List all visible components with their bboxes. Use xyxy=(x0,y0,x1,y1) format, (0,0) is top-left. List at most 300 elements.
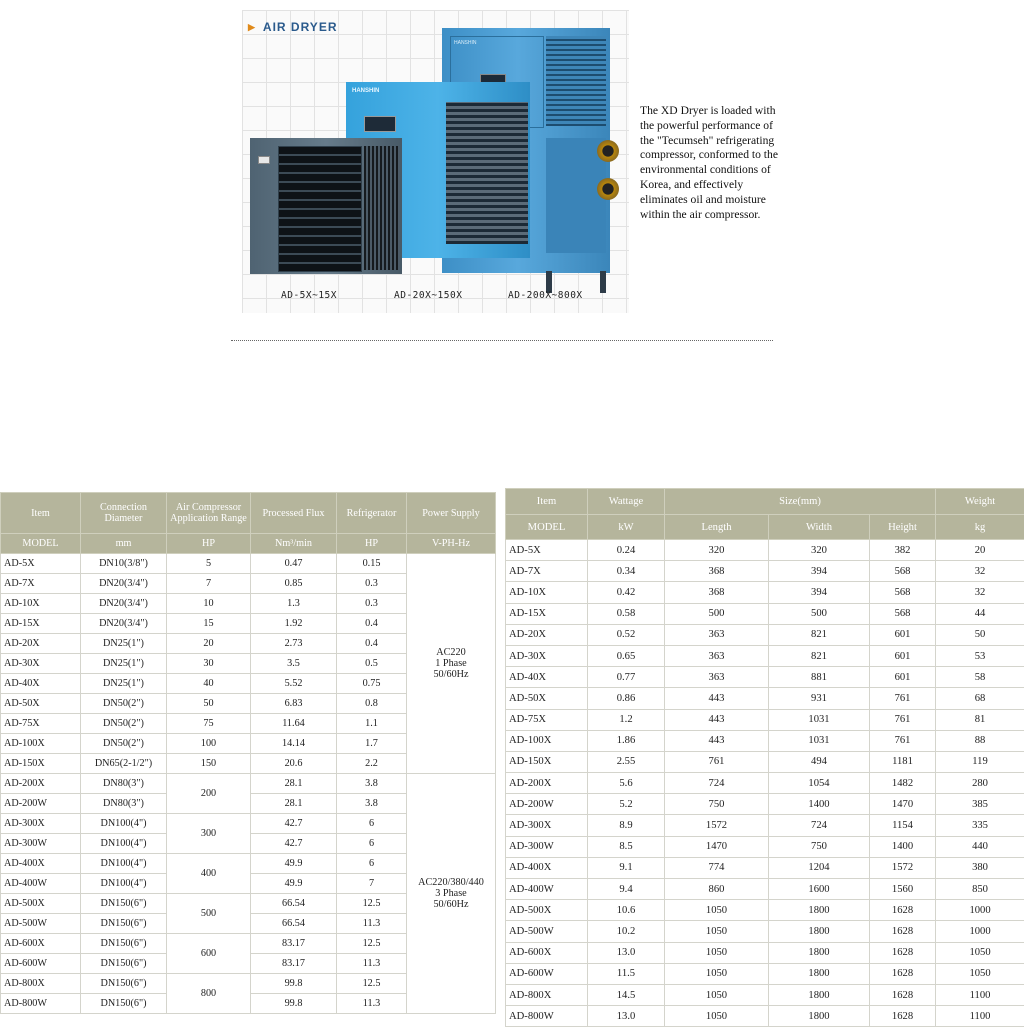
flux-cell: 28.1 xyxy=(251,794,337,814)
refrigerator-cell: 0.3 xyxy=(337,594,407,614)
application-cell: 100 xyxy=(167,734,251,754)
connection-cell: DN150(6") xyxy=(81,914,167,934)
height-cell: 1628 xyxy=(870,900,936,921)
length-cell: 363 xyxy=(665,667,769,688)
flux-cell: 66.54 xyxy=(251,894,337,914)
height-cell: 761 xyxy=(870,688,936,709)
connection-cell: DN20(3/4") xyxy=(81,594,167,614)
width-cell: 1204 xyxy=(769,857,870,878)
wattage-cell: 9.1 xyxy=(588,857,665,878)
description-line: the "Tecumseh" refrigerating xyxy=(640,134,816,149)
weight-cell: 32 xyxy=(936,582,1024,603)
width-cell: 1800 xyxy=(769,942,870,963)
product-title-text: AIR DRYER xyxy=(263,20,338,34)
flux-cell: 14.14 xyxy=(251,734,337,754)
control-display-icon xyxy=(364,116,396,132)
length-cell: 443 xyxy=(665,688,769,709)
flux-cell: 3.5 xyxy=(251,654,337,674)
application-cell: 7 xyxy=(167,574,251,594)
size-unit-kw: kW xyxy=(588,515,665,540)
wattage-cell: 0.58 xyxy=(588,603,665,624)
model-cell: AD-400W xyxy=(1,874,81,894)
spec-header-refrigerator: Refrigerator xyxy=(337,493,407,534)
length-cell: 774 xyxy=(665,857,769,878)
wattage-cell: 0.34 xyxy=(588,561,665,582)
table-row xyxy=(506,540,1024,561)
model-cell: AD-300W xyxy=(506,836,588,857)
application-cell: 30 xyxy=(167,654,251,674)
refrigerator-cell: 0.5 xyxy=(337,654,407,674)
table-row xyxy=(506,984,1024,1005)
refrigerator-cell: 0.4 xyxy=(337,614,407,634)
dotted-divider xyxy=(231,340,773,341)
connection-cell: DN10(3/8") xyxy=(81,554,167,574)
width-cell: 1054 xyxy=(769,773,870,794)
product-photo xyxy=(242,10,629,313)
connection-cell: DN25(1") xyxy=(81,674,167,694)
product-description xyxy=(640,104,816,222)
application-cell: 300 xyxy=(167,814,251,854)
width-cell: 320 xyxy=(769,540,870,561)
connection-cell: DN50(2") xyxy=(81,714,167,734)
refrigerator-cell: 3.8 xyxy=(337,794,407,814)
wattage-cell: 9.4 xyxy=(588,879,665,900)
wattage-cell: 1.2 xyxy=(588,709,665,730)
model-cell: AD-200W xyxy=(506,794,588,815)
height-cell: 601 xyxy=(870,624,936,645)
flux-cell: 5.52 xyxy=(251,674,337,694)
weight-cell: 335 xyxy=(936,815,1024,836)
model-cell: AD-800W xyxy=(506,1006,588,1027)
refrigerator-cell: 0.4 xyxy=(337,634,407,654)
model-cell: AD-600W xyxy=(1,954,81,974)
spec-header-connection: Connection Diameter xyxy=(81,493,167,534)
flux-cell: 2.73 xyxy=(251,634,337,654)
model-cell: AD-400W xyxy=(506,879,588,900)
weight-cell: 1100 xyxy=(936,1006,1024,1027)
flux-cell: 0.47 xyxy=(251,554,337,574)
pipe-port-icon xyxy=(597,140,619,162)
table-row xyxy=(506,815,1024,836)
flux-cell: 28.1 xyxy=(251,774,337,794)
model-cell: AD-200W xyxy=(1,794,81,814)
size-unit-height: Height xyxy=(870,515,936,540)
wattage-cell: 10.2 xyxy=(588,921,665,942)
connection-cell: DN25(1") xyxy=(81,634,167,654)
model-cell: AD-50X xyxy=(1,694,81,714)
height-cell: 1628 xyxy=(870,942,936,963)
weight-cell: 50 xyxy=(936,624,1024,645)
model-cell: AD-20X xyxy=(506,624,588,645)
power-supply-line: AC220 xyxy=(407,647,495,658)
description-line: the powerful performance of xyxy=(640,119,816,134)
connection-cell: DN150(6") xyxy=(81,894,167,914)
refrigerator-cell: 6 xyxy=(337,834,407,854)
height-cell: 1628 xyxy=(870,963,936,984)
model-cell: AD-5X xyxy=(506,540,588,561)
height-cell: 568 xyxy=(870,582,936,603)
model-cell: AD-400X xyxy=(506,857,588,878)
width-cell: 1800 xyxy=(769,1006,870,1027)
model-cell: AD-500W xyxy=(1,914,81,934)
model-cell: AD-600X xyxy=(1,934,81,954)
model-cell: AD-800W xyxy=(1,994,81,1014)
model-cell: AD-100X xyxy=(1,734,81,754)
weight-cell: 1050 xyxy=(936,963,1024,984)
width-cell: 394 xyxy=(769,561,870,582)
length-cell: 443 xyxy=(665,709,769,730)
application-cell: 500 xyxy=(167,894,251,934)
refrigerator-cell: 7 xyxy=(337,874,407,894)
width-cell: 1031 xyxy=(769,709,870,730)
table-row xyxy=(506,688,1024,709)
connection-cell: DN80(3") xyxy=(81,794,167,814)
width-cell: 821 xyxy=(769,624,870,645)
width-cell: 1600 xyxy=(769,879,870,900)
length-cell: 363 xyxy=(665,624,769,645)
connection-cell: DN100(4") xyxy=(81,834,167,854)
table-row xyxy=(506,603,1024,624)
connection-cell: DN150(6") xyxy=(81,934,167,954)
length-cell: 1050 xyxy=(665,942,769,963)
unit-brand-medium: HANSHIN xyxy=(352,88,379,94)
flux-cell: 49.9 xyxy=(251,874,337,894)
spec-header-flux: Processed Flux xyxy=(251,493,337,534)
application-cell: 600 xyxy=(167,934,251,974)
spec-header-power: Power Supply xyxy=(407,493,496,534)
model-cell: AD-200X xyxy=(506,773,588,794)
height-cell: 1560 xyxy=(870,879,936,900)
wattage-cell: 0.52 xyxy=(588,624,665,645)
power-supply-line: 50/60Hz xyxy=(407,669,495,680)
model-cell: AD-600W xyxy=(506,963,588,984)
weight-cell: 280 xyxy=(936,773,1024,794)
length-cell: 363 xyxy=(665,645,769,666)
width-cell: 881 xyxy=(769,667,870,688)
length-cell: 1050 xyxy=(665,963,769,984)
width-cell: 1800 xyxy=(769,984,870,1005)
model-cell: AD-40X xyxy=(506,667,588,688)
power-supply-line: 1 Phase xyxy=(407,658,495,669)
weight-cell: 1000 xyxy=(936,921,1024,942)
power-supply-cell xyxy=(407,774,496,1014)
connection-cell: DN25(1") xyxy=(81,654,167,674)
product-title xyxy=(248,20,337,34)
description-line: compressor, conformed to the xyxy=(640,148,816,163)
width-cell: 1800 xyxy=(769,963,870,984)
connection-cell: DN150(6") xyxy=(81,994,167,1014)
height-cell: 1181 xyxy=(870,751,936,772)
weight-cell: 119 xyxy=(936,751,1024,772)
application-cell: 20 xyxy=(167,634,251,654)
unit-brand-large: HANSHIN xyxy=(454,40,477,46)
table-row xyxy=(506,730,1024,751)
power-supply-cell xyxy=(407,554,496,774)
table-row xyxy=(506,773,1024,794)
length-cell: 1470 xyxy=(665,836,769,857)
application-cell: 5 xyxy=(167,554,251,574)
model-cell: AD-15X xyxy=(1,614,81,634)
small-dryer-unit xyxy=(250,138,402,274)
description-line: Korea, and effectively xyxy=(640,178,816,193)
size-header-size: Size(mm) xyxy=(665,489,936,515)
refrigerator-cell: 6 xyxy=(337,814,407,834)
table-row xyxy=(506,857,1024,878)
refrigerator-cell: 1.1 xyxy=(337,714,407,734)
flux-cell: 11.64 xyxy=(251,714,337,734)
weight-cell: 68 xyxy=(936,688,1024,709)
table-row xyxy=(506,963,1024,984)
connection-cell: DN150(6") xyxy=(81,954,167,974)
application-cell: 10 xyxy=(167,594,251,614)
length-cell: 724 xyxy=(665,773,769,794)
wattage-cell: 11.5 xyxy=(588,963,665,984)
model-cell: AD-15X xyxy=(506,603,588,624)
flux-cell: 49.9 xyxy=(251,854,337,874)
description-line: The XD Dryer is loaded with xyxy=(640,104,816,119)
table-row xyxy=(506,921,1024,942)
power-supply-line: 3 Phase xyxy=(407,888,495,899)
table-row xyxy=(506,582,1024,603)
flux-cell: 66.54 xyxy=(251,914,337,934)
weight-cell: 1000 xyxy=(936,900,1024,921)
flux-cell: 6.83 xyxy=(251,694,337,714)
flux-cell: 1.92 xyxy=(251,614,337,634)
model-cell: AD-800X xyxy=(1,974,81,994)
model-cell: AD-7X xyxy=(506,561,588,582)
spec-unit-mm: mm xyxy=(81,534,167,554)
length-cell: 368 xyxy=(665,582,769,603)
wattage-cell: 0.24 xyxy=(588,540,665,561)
width-cell: 750 xyxy=(769,836,870,857)
connection-cell: DN150(6") xyxy=(81,974,167,994)
weight-cell: 58 xyxy=(936,667,1024,688)
length-cell: 1050 xyxy=(665,1006,769,1027)
model-cell: AD-200X xyxy=(1,774,81,794)
wattage-cell: 5.6 xyxy=(588,773,665,794)
wattage-cell: 1.86 xyxy=(588,730,665,751)
height-cell: 1628 xyxy=(870,921,936,942)
height-cell: 1628 xyxy=(870,1006,936,1027)
table-row xyxy=(506,836,1024,857)
wattage-cell: 14.5 xyxy=(588,984,665,1005)
flux-cell: 83.17 xyxy=(251,934,337,954)
wattage-cell: 2.55 xyxy=(588,751,665,772)
connection-cell: DN65(2-1/2") xyxy=(81,754,167,774)
size-header-item: Item xyxy=(506,489,588,515)
weight-cell: 1100 xyxy=(936,984,1024,1005)
weight-cell: 81 xyxy=(936,709,1024,730)
model-cell: AD-300X xyxy=(1,814,81,834)
model-cell: AD-10X xyxy=(506,582,588,603)
application-cell: 150 xyxy=(167,754,251,774)
switch-icon xyxy=(258,156,270,164)
weight-cell: 440 xyxy=(936,836,1024,857)
model-cell: AD-75X xyxy=(1,714,81,734)
size-unit-length: Length xyxy=(665,515,769,540)
spec-unit-model: MODEL xyxy=(1,534,81,554)
table-row xyxy=(1,554,496,574)
wattage-cell: 0.86 xyxy=(588,688,665,709)
refrigerator-cell: 0.75 xyxy=(337,674,407,694)
refrigerator-cell: 12.5 xyxy=(337,894,407,914)
length-cell: 443 xyxy=(665,730,769,751)
spec-unit-ref-hp: HP xyxy=(337,534,407,554)
refrigerator-cell: 12.5 xyxy=(337,934,407,954)
connection-cell: DN20(3/4") xyxy=(81,614,167,634)
spec-table xyxy=(0,492,496,1014)
spec-unit-hp: HP xyxy=(167,534,251,554)
table-row xyxy=(506,667,1024,688)
wattage-cell: 10.6 xyxy=(588,900,665,921)
table-row xyxy=(506,794,1024,815)
model-cell: AD-50X xyxy=(506,688,588,709)
application-cell: 400 xyxy=(167,854,251,894)
width-cell: 724 xyxy=(769,815,870,836)
model-cell: AD-7X xyxy=(1,574,81,594)
wattage-cell: 0.42 xyxy=(588,582,665,603)
size-unit-model: MODEL xyxy=(506,515,588,540)
connection-cell: DN100(4") xyxy=(81,854,167,874)
weight-cell: 88 xyxy=(936,730,1024,751)
flux-cell: 42.7 xyxy=(251,814,337,834)
size-header-wattage: Wattage xyxy=(588,489,665,515)
size-table xyxy=(505,488,1024,1027)
length-cell: 761 xyxy=(665,751,769,772)
refrigerator-cell: 0.3 xyxy=(337,574,407,594)
spec-unit-flux: Nm³/min xyxy=(251,534,337,554)
width-cell: 931 xyxy=(769,688,870,709)
height-cell: 1470 xyxy=(870,794,936,815)
refrigerator-cell: 11.3 xyxy=(337,954,407,974)
application-cell: 50 xyxy=(167,694,251,714)
refrigerator-cell: 11.3 xyxy=(337,994,407,1014)
height-cell: 761 xyxy=(870,709,936,730)
width-cell: 494 xyxy=(769,751,870,772)
spec-header-item: Item xyxy=(1,493,81,534)
weight-cell: 380 xyxy=(936,857,1024,878)
spec-header-application: Air Compressor Application Range xyxy=(167,493,251,534)
size-unit-width: Width xyxy=(769,515,870,540)
height-cell: 761 xyxy=(870,730,936,751)
table-row xyxy=(506,900,1024,921)
model-cell: AD-30X xyxy=(1,654,81,674)
connection-cell: DN50(2") xyxy=(81,734,167,754)
height-cell: 1154 xyxy=(870,815,936,836)
connection-cell: DN50(2") xyxy=(81,694,167,714)
length-cell: 500 xyxy=(665,603,769,624)
model-cell: AD-20X xyxy=(1,634,81,654)
weight-cell: 20 xyxy=(936,540,1024,561)
application-cell: 75 xyxy=(167,714,251,734)
refrigerator-cell: 12.5 xyxy=(337,974,407,994)
model-cell: AD-500X xyxy=(506,900,588,921)
weight-cell: 32 xyxy=(936,561,1024,582)
height-cell: 1572 xyxy=(870,857,936,878)
description-line: within the air compressor. xyxy=(640,208,816,223)
height-cell: 601 xyxy=(870,645,936,666)
refrigerator-cell: 1.7 xyxy=(337,734,407,754)
size-header-weight: Weight xyxy=(936,489,1024,515)
description-line: environmental conditions of xyxy=(640,163,816,178)
width-cell: 394 xyxy=(769,582,870,603)
connection-cell: DN100(4") xyxy=(81,814,167,834)
refrigerator-cell: 3.8 xyxy=(337,774,407,794)
model-cell: AD-75X xyxy=(506,709,588,730)
refrigerator-cell: 0.15 xyxy=(337,554,407,574)
flux-cell: 0.85 xyxy=(251,574,337,594)
weight-cell: 1050 xyxy=(936,942,1024,963)
application-cell: 200 xyxy=(167,774,251,814)
table-row xyxy=(506,561,1024,582)
width-cell: 1031 xyxy=(769,730,870,751)
flux-cell: 99.8 xyxy=(251,994,337,1014)
model-cell: AD-600X xyxy=(506,942,588,963)
height-cell: 601 xyxy=(870,667,936,688)
height-cell: 382 xyxy=(870,540,936,561)
flux-cell: 83.17 xyxy=(251,954,337,974)
wattage-cell: 0.77 xyxy=(588,667,665,688)
refrigerator-cell: 0.8 xyxy=(337,694,407,714)
height-cell: 1400 xyxy=(870,836,936,857)
weight-cell: 850 xyxy=(936,879,1024,900)
table-row xyxy=(506,624,1024,645)
caption-large: AD-200X~800X xyxy=(508,290,583,301)
weight-cell: 44 xyxy=(936,603,1024,624)
length-cell: 1050 xyxy=(665,900,769,921)
refrigerator-cell: 11.3 xyxy=(337,914,407,934)
table-row xyxy=(506,942,1024,963)
pipe-port-icon xyxy=(597,178,619,200)
application-cell: 40 xyxy=(167,674,251,694)
caption-small: AD-5X~15X xyxy=(281,290,337,301)
power-supply-line: AC220/380/440 xyxy=(407,877,495,888)
weight-cell: 53 xyxy=(936,645,1024,666)
connection-cell: DN20(3/4") xyxy=(81,574,167,594)
width-cell: 1800 xyxy=(769,900,870,921)
height-cell: 1482 xyxy=(870,773,936,794)
length-cell: 320 xyxy=(665,540,769,561)
wattage-cell: 5.2 xyxy=(588,794,665,815)
application-cell: 800 xyxy=(167,974,251,1014)
refrigerator-cell: 6 xyxy=(337,854,407,874)
refrigerator-cell: 2.2 xyxy=(337,754,407,774)
application-cell: 15 xyxy=(167,614,251,634)
model-cell: AD-500X xyxy=(1,894,81,914)
flux-cell: 99.8 xyxy=(251,974,337,994)
length-cell: 860 xyxy=(665,879,769,900)
table-row xyxy=(506,879,1024,900)
flux-cell: 42.7 xyxy=(251,834,337,854)
model-cell: AD-150X xyxy=(506,751,588,772)
power-supply-line: 50/60Hz xyxy=(407,899,495,910)
caption-medium: AD-20X~150X xyxy=(394,290,462,301)
length-cell: 1572 xyxy=(665,815,769,836)
connection-cell: DN80(3") xyxy=(81,774,167,794)
model-cell: AD-300X xyxy=(506,815,588,836)
model-cell: AD-10X xyxy=(1,594,81,614)
model-cell: AD-40X xyxy=(1,674,81,694)
wattage-cell: 8.5 xyxy=(588,836,665,857)
wattage-cell: 0.65 xyxy=(588,645,665,666)
width-cell: 1400 xyxy=(769,794,870,815)
height-cell: 568 xyxy=(870,603,936,624)
model-cell: AD-300W xyxy=(1,834,81,854)
table-row xyxy=(506,645,1024,666)
table-row xyxy=(506,751,1024,772)
wattage-cell: 13.0 xyxy=(588,1006,665,1027)
connection-cell: DN100(4") xyxy=(81,874,167,894)
